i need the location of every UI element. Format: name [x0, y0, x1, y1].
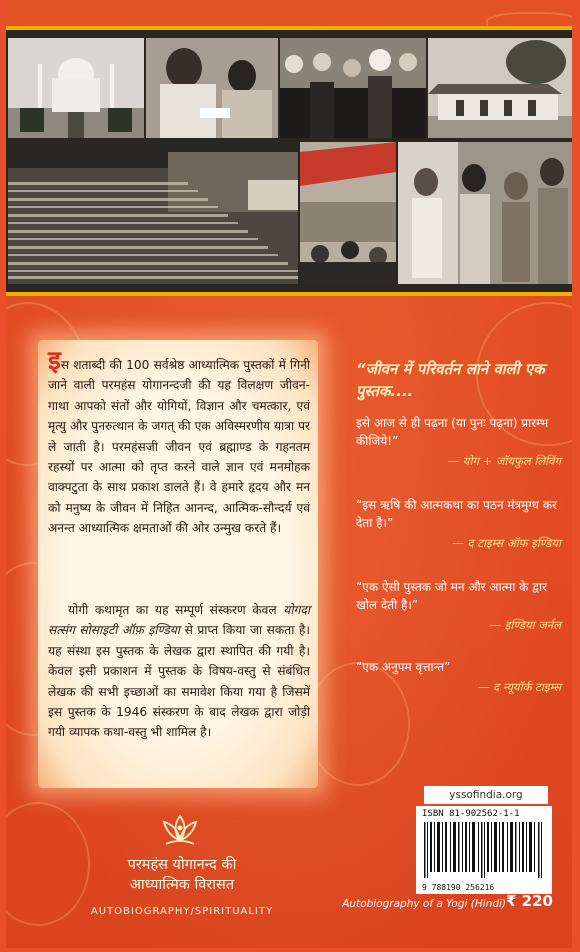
photo-sharing-meal — [146, 38, 278, 138]
website-label: yssofindia.org — [424, 786, 548, 804]
review-quote: इसे आज से ही पढ़ना (या पुनः पढ़ना) प्रारम्भ कीजिये!” — योग + जॉयफुल लिविंग — [356, 416, 561, 468]
review-quote: “एक ऐसी पुस्तक जो मन और आत्मा के द्वार खोल देती है।” — इण्डिया जर्नल — [356, 580, 561, 632]
quotes-headline: “जीवन में परिवर्तन लाने वाली एक पुस्तक.... — [356, 360, 545, 400]
legacy-line-1: परमहंस योगानन्द की — [127, 857, 237, 873]
book-back-cover — [6, 2, 572, 948]
barcode-bars — [424, 822, 544, 878]
photo-group-portrait — [280, 38, 426, 138]
paisley-ornament — [6, 802, 90, 926]
publisher-name: योगदा सत्संग सोसाइटी ऑफ़ इण्डिया — [48, 603, 310, 638]
photo-collage — [6, 26, 572, 296]
review-quote: “एक अनुपम वृत्तान्त” — द न्यूयॉर्क टाइम्स — [356, 660, 561, 694]
description-paragraph-2: योगी कथामृत का यह सम्पूर्ण संस्करण केवल योगदा सत्संग सोसाइटी ऑफ़ इण्डिया से प्राप्त किया जा सकता है। यह संस्था इस पुस्तक के लेखक द्वारा स्थापित की गयी है। केवल इसी प्रकाशन में पुस्तक के विषय-वस्तु से संबंधित लेखक की सभी इच्छाओं का समावेश किया गया है जिसमें इस पुस्तक के 1946 संस्करण के बाद लेखक द्वारा जोड़ी गयी व्यापक कथा-वस्तु भी शामिल है। — [48, 603, 311, 740]
photo-lecture-hall-crowd — [8, 142, 298, 284]
photo-ashram-building — [428, 38, 572, 138]
price-label: ₹ 220 — [506, 892, 553, 910]
isbn-text: ISBN 81-902562-1-1 — [422, 809, 520, 819]
photo-street-banner — [300, 142, 396, 284]
review-source: — द टाइम्स ऑफ़ इण्डिया — [452, 536, 561, 550]
photo-yogi-portraits — [398, 142, 572, 284]
review-source: — द न्यूयॉर्क टाइम्स — [477, 680, 561, 694]
review-source: — योग + जॉयफुल लिविंग — [447, 454, 561, 468]
description-paragraph-1: इस शताब्दी की 100 सर्वश्रेष्ठ आध्यात्मिक पुस्तकों में गिनी जाने वाली परमहंस योगानन्दजी की यह विलक्षण जीवन-गाथा आपको संतों और योगियों, विज्ञान और चमत्कार, एवं मृत्यु और पुनरुत्थान के जगत् की एक अविस्मरणीय यात्रा पर ले जाती है। परमहंसजी जीवन एवं ब्रह्माण्ड के गहनतम रहस्यों पर आत्मा को तृप्त करने वाले ज्ञान एवं मनमोहक वाक्पटुता के साथ प्रकाश डालते हैं। वे हमारे हृदय और मन को मनुष्य के जीवन में निहित आनन्द, आत्मिक-सौन्दर्य एवं अनन्त आध्यात्मिक क्षमताओं की ओर उन्मुख करते हैं। — [48, 346, 310, 536]
description-panel — [38, 340, 318, 788]
book-title-footer: Autobiography of a Yogi (Hindi) — [342, 898, 506, 910]
review-source: — इण्डिया जर्नल — [489, 618, 561, 632]
lotus-icon — [158, 810, 202, 850]
barcode — [416, 806, 552, 894]
review-quote: “इस ऋषि की आत्मकथा का पठन मंत्रमुग्ध कर देता है।” — द टाइम्स ऑफ़ इण्डिया — [356, 498, 561, 550]
drop-cap: इ — [48, 346, 61, 376]
genre-label: AUTOBIOGRAPHY/SPIRITUALITY — [90, 906, 274, 917]
photo-taj-mahal — [8, 38, 144, 138]
review-quotes — [356, 358, 561, 694]
legacy-line-2: आध्यात्मिक विरासत — [129, 877, 235, 893]
barcode-number: 9 788190 256216 — [422, 883, 495, 892]
